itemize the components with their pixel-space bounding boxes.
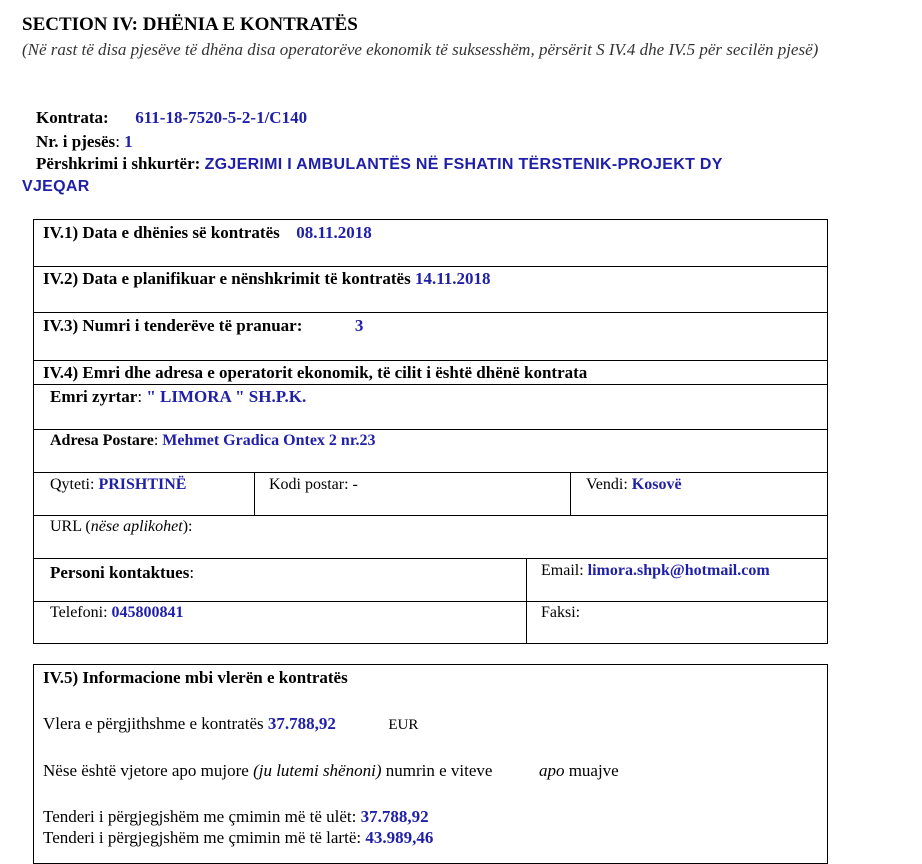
iv1-row — [43, 223, 372, 243]
postal-address-colon: : — [153, 432, 159, 449]
iv4-label: IV.4) Emri dhe adresa e operatorit ekonomik, të cilit i është dhënë kontrata — [43, 363, 588, 382]
contact-person-colon: : — [189, 563, 195, 582]
country-cell — [586, 476, 682, 494]
email-value: limora.shpk@hotmail.com — [587, 562, 770, 579]
description-value-continued: VJEQAR — [22, 178, 90, 195]
fax-label: Faksi: — [541, 604, 581, 621]
lot-number-value: 1 — [124, 132, 133, 151]
url-label-end: ): — [182, 518, 193, 535]
iv3-label: IV.3) Numri i tenderëve të pranuar: — [43, 316, 303, 335]
row-divider — [34, 384, 827, 385]
description-row-continued — [22, 176, 90, 196]
url-row — [50, 518, 192, 536]
iv2-row — [43, 269, 491, 289]
section-note: (Në rast të disa pjesëve të dhëna disa operatorëve ekonomik të suksesshëm, përsërit S IV.4 dhe IV.5 për secilën pjesë) — [22, 40, 819, 59]
column-divider — [526, 558, 527, 644]
postal-address-label: Adresa Postare — [50, 432, 154, 449]
column-divider — [254, 472, 255, 515]
duration-row — [43, 761, 619, 781]
phone-cell — [50, 604, 184, 622]
official-name-row — [50, 387, 306, 407]
email-cell — [541, 562, 770, 580]
country-label: Vendi: — [586, 476, 628, 493]
description-label: Përshkrimi i shkurtër: — [36, 154, 201, 173]
postal-address-row — [50, 432, 375, 450]
row-divider — [34, 266, 827, 267]
description-row — [36, 154, 723, 174]
lot-number-row — [36, 132, 133, 152]
award-details-table — [33, 219, 828, 644]
url-label: URL ( — [50, 518, 91, 535]
contract-number-row — [36, 108, 307, 128]
iv5-label: IV.5) Informacione mbi vlerën e kontratës — [43, 668, 348, 687]
highest-price-value: 43.989,46 — [365, 828, 434, 847]
email-label: Email: — [541, 562, 584, 579]
lot-number-colon: : — [115, 132, 120, 151]
postal-code-label: Kodi postar: - — [269, 476, 358, 493]
row-divider — [34, 601, 827, 602]
official-name-colon: : — [137, 387, 143, 406]
lot-number-label: Nr. i pjesës — [36, 132, 116, 151]
iv2-value: 14.11.2018 — [414, 269, 491, 288]
iv3-row — [43, 316, 363, 336]
iv1-value: 08.11.2018 — [296, 223, 372, 242]
contact-person-row — [50, 563, 194, 583]
duration-years-label: numrin e viteve — [385, 761, 493, 780]
section-title: SECTION IV: DHËNIA E KONTRATËS — [22, 14, 358, 35]
row-divider — [34, 360, 827, 361]
iv2-label: IV.2) Data e planifikuar e nënshkrimit të kontratës — [43, 269, 411, 288]
row-divider — [34, 429, 827, 430]
city-label: Qyteti: — [50, 476, 95, 493]
row-divider — [34, 515, 827, 516]
phone-label: Telefoni: — [50, 604, 108, 621]
row-divider — [34, 312, 827, 313]
total-value-label: Vlera e përgjithshme e kontratës — [43, 714, 264, 733]
column-divider — [570, 472, 571, 515]
city-value: PRISHTINË — [98, 476, 187, 493]
city-cell — [50, 476, 186, 494]
row-divider — [34, 558, 827, 559]
country-value: Kosovë — [631, 476, 682, 493]
phone-value: 045800841 — [111, 604, 184, 621]
official-name-value: " LIMORA " SH.P.K. — [146, 387, 307, 406]
iv3-value: 3 — [354, 316, 364, 335]
contract-number-value: 611-18-7520-5-2-1/C140 — [135, 108, 308, 127]
total-value-row — [43, 714, 418, 734]
highest-price-label: Tenderi i përgjegjshëm me çmimin më të lartë: — [43, 828, 362, 847]
lowest-price-row — [43, 807, 429, 827]
row-divider — [34, 472, 827, 473]
official-name-label: Emri zyrtar — [50, 387, 138, 406]
highest-price-row — [43, 828, 433, 848]
contract-number-label: Kontrata: — [36, 108, 109, 127]
duration-or: apo — [538, 761, 565, 780]
lowest-price-value: 37.788,92 — [360, 807, 429, 826]
duration-text: Nëse është vjetore apo mujore — [43, 761, 249, 780]
duration-months-label: muajve — [568, 761, 619, 780]
url-hint: nëse aplikohet — [90, 518, 183, 535]
description-value: ZGJERIMI I AMBULANTËS NË FSHATIN TËRSTENIK-PROJEKT DY — [204, 156, 723, 173]
lowest-price-label: Tenderi i përgjegjshëm me çmimin më të ulët: — [43, 807, 357, 826]
total-value-currency: EUR — [388, 717, 419, 733]
contract-value-table — [33, 664, 828, 864]
iv1-label: IV.1) Data e dhënies së kontratës — [43, 223, 280, 242]
total-value: 37.788,92 — [267, 714, 336, 733]
contact-person-label: Personi kontaktues — [50, 563, 190, 582]
postal-address-value: Mehmet Gradica Ontex 2 nr.23 — [162, 432, 376, 449]
duration-hint: (ju lutemi shënoni) — [253, 761, 382, 780]
